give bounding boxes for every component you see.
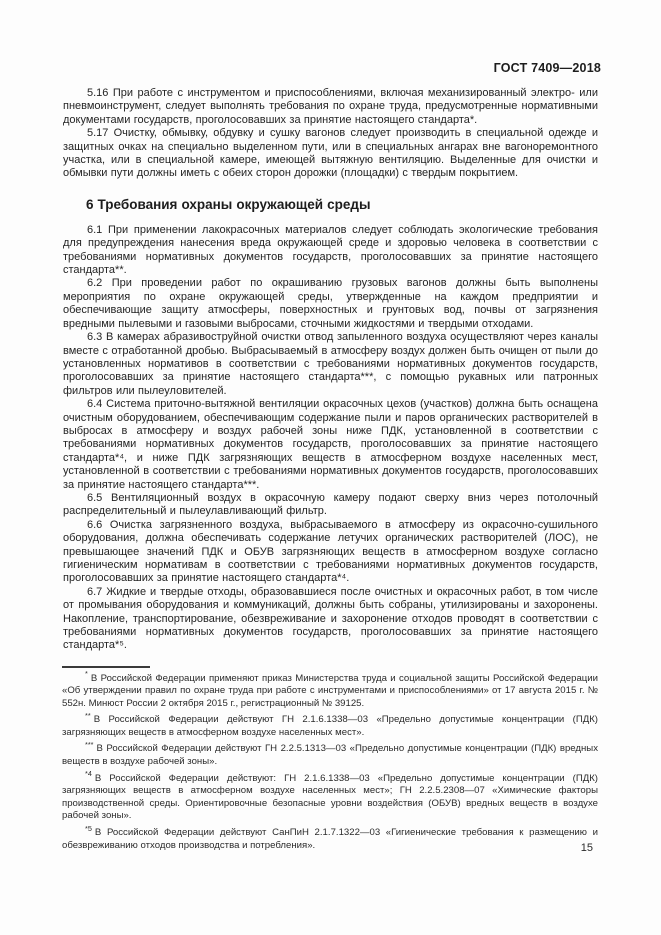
paragraph-5-17: 5.17 Очистку, обмывку, обдувку и сушку вагонов следует производить в специальной одежде и защитных очках на специально выделенном пути, или в специальных ангарах вне вагоноремонтного участка, или в специальной камере, имеющей вытяжную вентиляцию. Выделенные для очистки и обмывки пути должны иметь с обеих сторон дорожки (площадки) с твердым покрытием. <box>63 127 598 180</box>
paragraph-6-5: 6.5 Вентиляционный воздух в окрасочную камеру подают сверху вниз через потолочный распределительный и пылеулавливающий фильтр. <box>63 491 598 518</box>
running-header <box>64 61 601 75</box>
footnote-4 <box>62 769 598 823</box>
footnote-1-marker: * <box>85 669 88 679</box>
footnote-5-text: В Российской Федерации действуют СанПиН 2.1.7.1322—03 «Гигиенические требования к размещению и обезвреживанию отходов производства и потребления». <box>62 827 598 851</box>
footnote-4-marker: *4 <box>85 769 92 779</box>
footnote-3-text: В Российской Федерации действуют ГН 2.2.5.1313—03 «Предельно допустимые концентрации (ПДК) вредных веществ в воздухе рабочей зоны». <box>62 743 598 768</box>
paragraph-6-1: 6.1 При применении лакокрасочных материалов следует соблюдать экологические требования для предупреждения нанесения вреда окружающей среде и здоровью человека в соответствии с требованиями нормативных документов государств, проголосовавших за принятие настоящего стандарта**. <box>63 223 598 277</box>
footnote-2-marker: ** <box>85 711 91 721</box>
paragraph-5-16: 5.16 При работе с инструментом и приспособлениями, включая механизированный электро- или пневмоинструмент, следует выполнять требования по охране труда, предусмотренные нормативными документами государств, проголосовавших за принятие настоящего стандарта*. <box>63 87 598 126</box>
document-body <box>63 87 598 664</box>
footnotes-section <box>62 666 598 856</box>
paragraph-6-7: 6.7 Жидкие и твердые отходы, образовавшиеся после очистных и окрасочных работ, в том числе от промывания оборудования и коммуникаций, должны быть собраны, утилизированы и захоронены. Накопление, транспортирование, обезвреживание и захоронение отходов проводят в соответствии с требованиями нормативных документов государств, проголосовавших за принятие настоящего стандарта*⁵. <box>63 585 598 652</box>
footnote-2 <box>62 711 598 739</box>
footnote-3 <box>62 740 598 768</box>
footnote-1 <box>62 669 598 711</box>
footnote-1-text: В Российской Федерации применяют приказ Министерства труда и социальной защиты Российской Федерации «Об утверждении правил по охране труда при работе с инструментами и приспособлениями» от 17 августа 2015 г. № 552н. Минюст России 2 октября 2015 г., регистрационный № 39125. <box>62 672 598 709</box>
paragraph-6-3: 6.3 В камерах абразивоструйной очистки отвод запыленного воздуха осуществляют через каналы вместе с отработанной дробью. Выбрасываемый в атмосферу воздух должен быть очищен от пыли до установленных нормативов в соответствии с требованиями нормативных документов государств, проголосовавших за принятие настоящего стандарта***, с помощью рукавных или патронных фильтров или пылеуловителей. <box>63 331 598 397</box>
footnote-2-text: В Российской Федерации действуют ГН 2.1.6.1338—03 «Предельно допустимые концентрации (ПДК) загрязняющих веществ в атмосферном воздухе населенных мест». <box>62 714 598 738</box>
footnote-3-marker: *** <box>85 740 94 750</box>
page-number: 15 <box>580 842 593 854</box>
paragraph-6-4: 6.4 Система приточно-вытяжной вентиляции окрасочных цехов (участков) должна быть оснащена очистным оборудованием, обеспечивающим содержание пыли и паров органических растворителей в выбросах в атмосферу и воздух рабочей зоны ниже ПДК, установленной в соответствии с требованиями нормативных документов государств, проголосовавших за принятие настоящего стандарта*⁴, и ниже ПДК загрязняющих веществ в атмосферном воздухе населенных мест, установленной в соответствии с требованиями нормативных документов государств, проголосовавших за принятие настоящего стандарта***. <box>63 398 598 491</box>
footnote-5-marker: *5 <box>85 823 92 833</box>
document-code: ГОСТ 7409—2018 <box>493 61 601 75</box>
footnote-4-text: В Российской Федерации действуют: ГН 2.1.6.1338—03 «Предельно допустимые концентрации (ПДК) загрязняющих веществ в атмосферном воздухе населенных мест»; ГН 2.2.5.2308—07 «Химические факторы производственной среды. Ориентировочные безопасные уровни воздействия (ОБУВ) вредных веществ в воздухе рабочей зоны». <box>62 772 598 822</box>
section-6-heading: 6 Требования охраны окружающей среды <box>86 196 371 212</box>
paragraph-6-2: 6.2 При проведении работ по окрашиванию грузовых вагонов должны быть выполнены мероприятия по охране окружающей среды, утвержденные на каждом предприятии и обеспечивающие защиту атмосферы, поверхностных и грунтовых вод, почвы от загрязнения вредными пылевыми и газовыми выбросами, сточными жидкостями и твердыми отходами. <box>63 277 598 330</box>
footnote-divider <box>62 666 150 668</box>
paragraph-6-6: 6.6 Очистка загрязненного воздуха, выбрасываемого в атмосферу из окрасочно-сушильного оборудования, должна обеспечивать содержание летучих органических растворителей (ЛОС), не превышающее значений ПДК и ОБУВ загрязняющих веществ в атмосферном воздухе согласно гигиеническим нормативам в соответствии с требованиями нормативных документов государств, проголосовавших за принятие настоящего стандарта*⁴. <box>63 518 598 585</box>
